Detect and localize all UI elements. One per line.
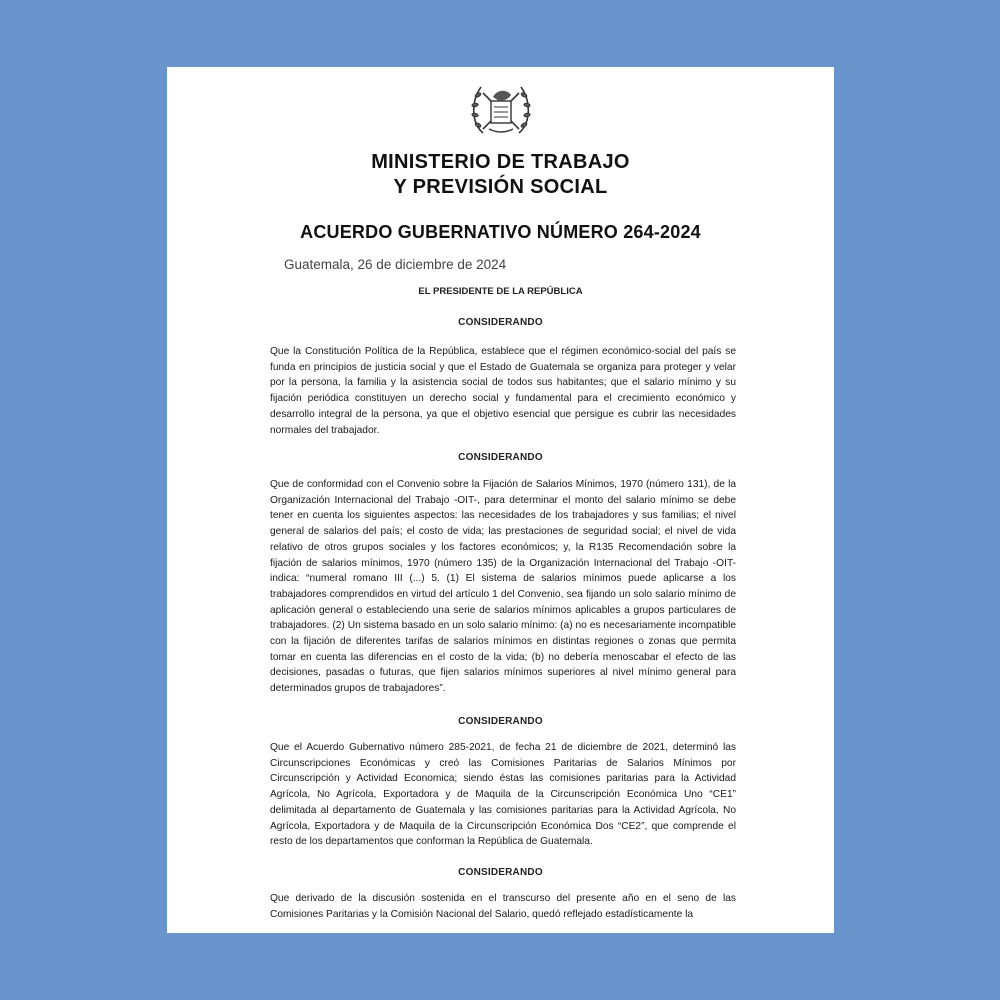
considerando-paragraph-1: Que la Constitución Política de la República, establece que el régimen económico-social del país se funda en principios de justicia social y que el Estado de Guatemala se organiza para proteger y velar por la persona, la familia y la asistencia social de todos sus habitantes; que el salario mínimo y su fijación periódica constituyen un derecho social y fundamental para el crecimiento económico y desarrollo integral de la persona, ya que el objetivo esencial que persigue es cubrir las necesidades normales del trabajador. [270, 346, 736, 436]
ministry-line-2: Y PREVISIÓN SOCIAL [393, 176, 608, 198]
agreement-title: ACUERDO GUBERNATIVO NÚMERO 264-2024 [300, 222, 701, 242]
president-heading: EL PRESIDENTE DE LA REPÚBLICA [418, 286, 583, 297]
considerando-heading-4: CONSIDERANDO [458, 867, 543, 878]
considerando-paragraph-3: Que el Acuerdo Gubernativo número 285-2021, de fecha 21 de diciembre de 2021, determinó las Circunscripciones Económicas y creó las Comisiones Paritarias de Salarios Mínimos por Circunscripción y Actividad Economica; siendo éstas las comisiones paritarias para la Actividad Agrícola, No Agrícola, Exportadora y de Maquila de la Circunscripción Económica Uno “CE1” delimitada al departamento de Guatemala y las comisiones paritarias para la Actividad Agrícola, No Agrícola, Exportadora y de Maquila de la Circunscripción Económica Dos “CE2”, que comprende el resto de los departamentos que conforman la República de Guatemala. [270, 742, 736, 848]
place-date: Guatemala, 26 de diciembre de 2024 [284, 257, 507, 272]
ministry-name [167, 150, 834, 200]
considerando-heading-3: CONSIDERANDO [458, 716, 543, 727]
considerando-heading-2: CONSIDERANDO [458, 452, 543, 463]
coat-of-arms-icon [469, 79, 533, 139]
considerando-paragraph-4: Que derivado de la discusión sostenida en el transcurso del presente año en el seno de las Comisiones Paritarias y la Comisión Nacional del Salario, quedó reflejado estadísticamente la [270, 893, 736, 920]
considerando-heading-1: CONSIDERANDO [458, 317, 543, 328]
ministry-line-1: MINISTERIO DE TRABAJO [371, 151, 630, 173]
document-page [167, 67, 834, 933]
considerando-paragraph-2: Que de conformidad con el Convenio sobre la Fijación de Salarios Mínimos, 1970 (número 131), de la Organización Internacional del Trabajo -OIT-, para determinar el monto del salario mínimo se debe tener en cuenta los siguientes aspectos: las necesidades de los trabajadores y sus familias; el nivel general de salarios del país; el costo de vida; las prestaciones de seguridad social; el nivel de vida relativo de otros grupos sociales y los factores económicos; y, la R135 Recomendación sobre la fijación de salarios mínimos, 1970 (número 135) de la Organización Internacional del Trabajo -OIT- indica: “numeral romano III (...) 5. (1) El sistema de salarios mínimos puede aplicarse a los trabajadores comprendidos en virtud del artículo 1 del Convenio, sea fijando un solo salario mínimo de aplicación general o estableciendo una serie de salarios mínimos aplicables a grupos particulares de trabajadores. (2) Un sistema basado en un solo salario mínimo: (a) no es necesariamente incompatible con la fijación de diferentes tarifas de salarios mínimos en distintas regiones o zonas que permita tomar en cuenta las diferencias en el costo de la vida; (b) no debería menoscabar el efecto de las decisiones, pasadas o futuras, que fijen salarios mínimos superiores al nivel mínimo general para determinados grupos de trabajadores”. [270, 479, 736, 695]
